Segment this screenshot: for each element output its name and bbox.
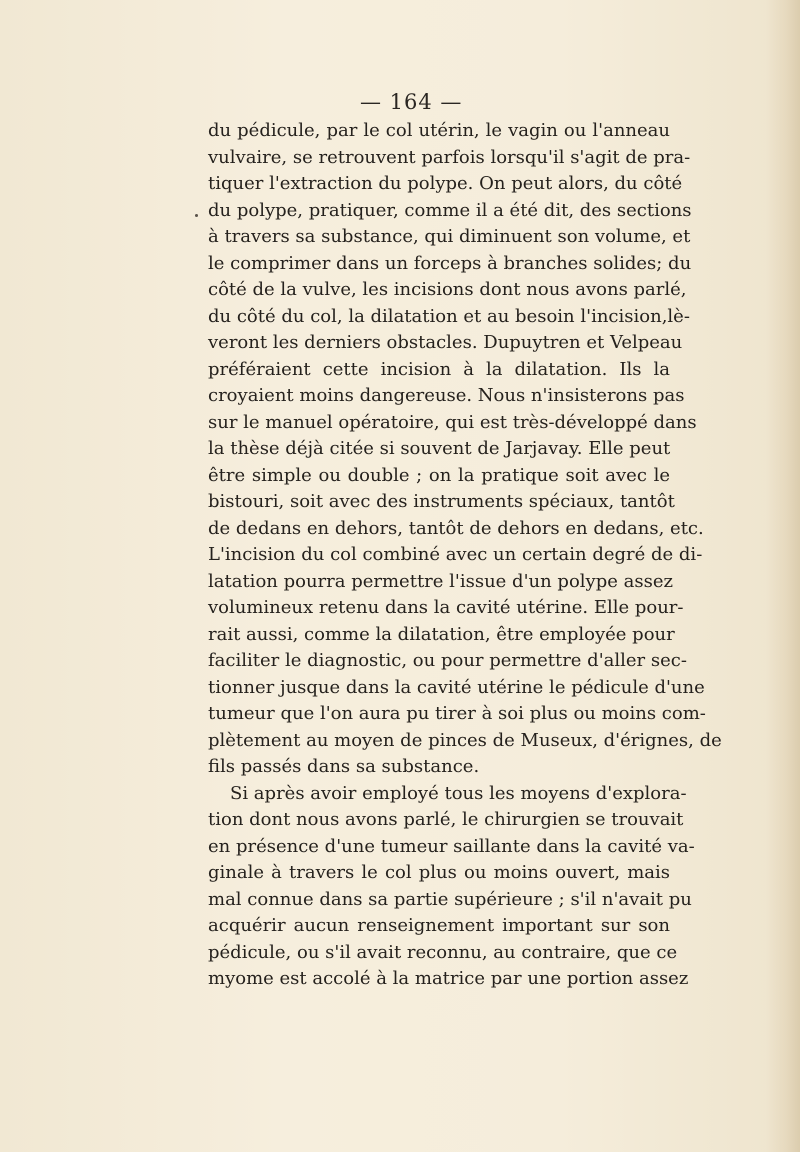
- text-line: tionner jusque dans la cavité utérine le pédicule d'une: [208, 676, 705, 698]
- text-line: fils passés dans sa substance.: [208, 756, 480, 777]
- text-line: acquérir aucun renseignement important sur son: [208, 915, 670, 936]
- text-line: tion dont nous avons parlé, le chirurgien se trouvait: [208, 809, 684, 830]
- text-line: du pédicule, par le col utérin, le vagin ou l'anneau: [208, 120, 670, 141]
- text-line: le comprimer dans un forceps à branches solides; du: [208, 252, 692, 274]
- text-line: volumineux retenu dans la cavité utérine. Elle pour-: [208, 597, 684, 618]
- text-line: mal connue dans sa partie supérieure ; s'il n'avait pu: [208, 888, 692, 910]
- text-line: de dedans en dehors, tantôt de dehors en dedans, etc.: [208, 517, 704, 539]
- text-line: plètement au moyen de pinces de Museux, d'érignes, de: [208, 729, 722, 751]
- text-line: tiquer l'extraction du polype. On peut alors, du côté: [208, 173, 683, 194]
- text-line: du polype, pratiquer, comme il a été dit, des sections: [208, 199, 692, 221]
- text-line: veront les derniers obstacles. Dupuytren et Velpeau: [208, 332, 683, 353]
- page-number: — 164 —: [360, 90, 463, 114]
- text-line: pédicule, ou s'il avait reconnu, au contraire, que ce: [208, 941, 678, 963]
- text-line: en présence d'une tumeur saillante dans la cavité va-: [208, 835, 695, 857]
- text-line: vulvaire, se retrouvent parfois lorsqu'il s'agit de pra-: [208, 146, 691, 168]
- text-line: Si après avoir employé tous les moyens d'explora-: [230, 782, 687, 804]
- text-line: être simple ou double ; on la pratique soit avec le: [208, 464, 670, 486]
- text-line: bistouri, soit avec des instruments spéciaux, tantôt: [208, 491, 675, 512]
- text-line: latation pourra permettre l'issue d'un polype assez: [208, 570, 673, 592]
- text-line: myome est accolé à la matrice par une portion assez: [208, 968, 689, 989]
- page-edge-shading: [766, 0, 800, 1152]
- margin-mark: [195, 214, 198, 217]
- text-line: sur le manuel opératoire, qui est très-développé dans: [208, 411, 697, 433]
- text-line: rait aussi, comme la dilatation, être employée pour: [208, 623, 675, 645]
- text-line: ginale à travers le col plus ou moins ouvert, mais: [208, 862, 670, 883]
- text-line: à travers sa substance, qui diminuent son volume, et: [208, 226, 691, 247]
- text-line: côté de la vulve, les incisions dont nous avons parlé,: [208, 279, 687, 300]
- text-line: faciliter le diagnostic, ou pour permettre d'aller sec-: [208, 650, 687, 671]
- text-line: tumeur que l'on aura pu tirer à soi plus ou moins com-: [208, 703, 706, 724]
- text-line: du côté du col, la dilatation et au besoin l'incision,lè-: [208, 305, 690, 327]
- text-line: L'incision du col combiné avec un certain degré de di-: [208, 544, 703, 565]
- text-line: croyaient moins dangereuse. Nous n'insisterons pas: [208, 385, 685, 406]
- text-line: préféraient cette incision à la dilatation. Ils la: [208, 358, 670, 380]
- text-line: la thèse déjà citée si souvent de Jarjavay. Elle peut: [208, 438, 671, 459]
